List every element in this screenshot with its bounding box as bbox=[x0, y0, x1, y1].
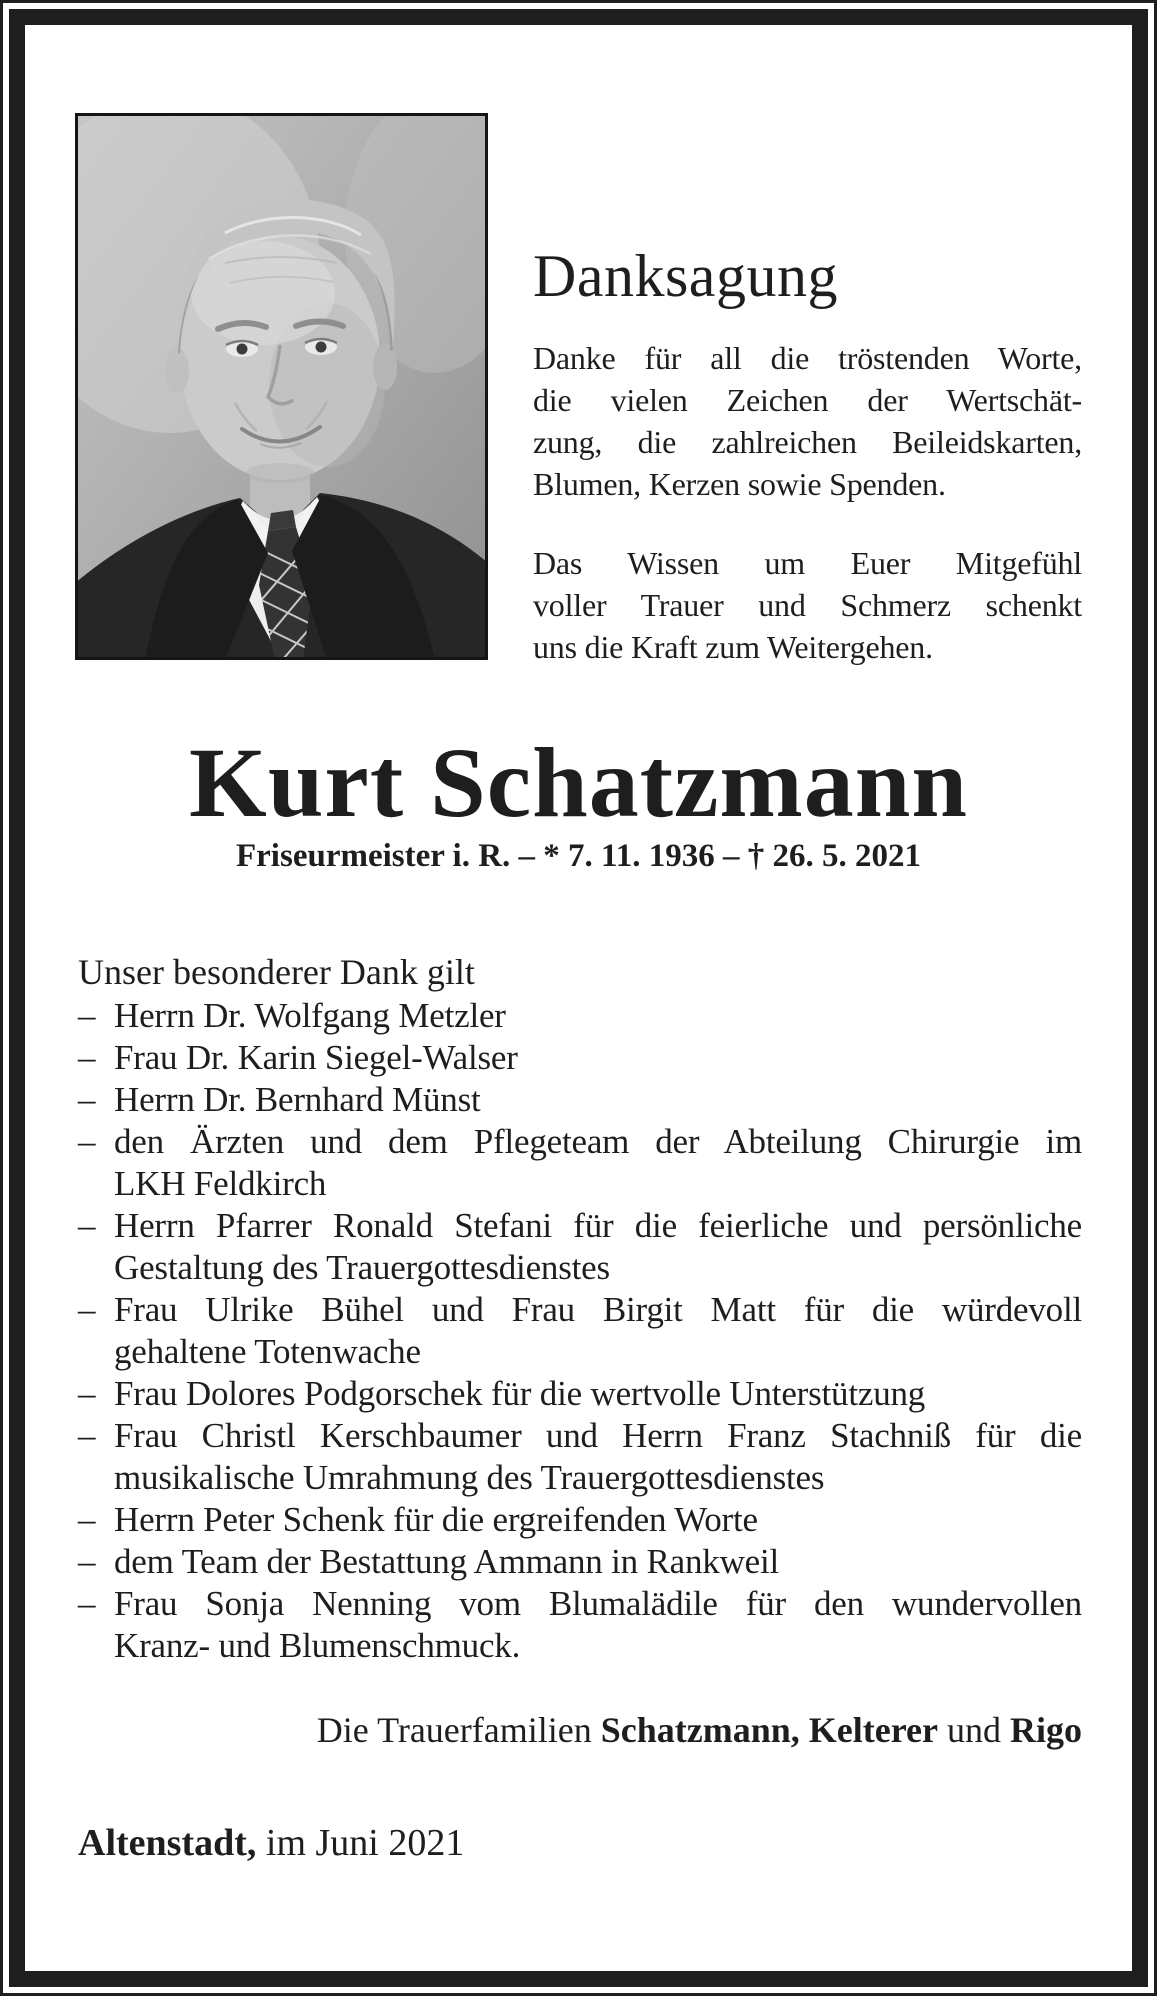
dash-bullet: – bbox=[78, 1206, 96, 1245]
intro-line: Blumen, Kerzen sowie Spenden. bbox=[533, 466, 946, 502]
closing-line bbox=[78, 1709, 1082, 1751]
thanks-item-line: den Ärzten und dem Pflegeteam der Abteilung Chirurgie im bbox=[114, 1122, 1082, 1161]
dash-bullet: – bbox=[78, 996, 96, 1035]
thanks-item-line: Herrn Pfarrer Ronald Stefani für die feierliche und persönliche bbox=[114, 1206, 1082, 1245]
dateline-date: im Juni 2021 bbox=[256, 1822, 465, 1864]
dateline bbox=[78, 1821, 464, 1865]
thanks-item-line: Frau Dr. Karin Siegel-Walser bbox=[114, 1038, 518, 1077]
thanks-item-line: Kranz- und Blumenschmuck. bbox=[114, 1626, 521, 1665]
thanks-item-line: Herrn Dr. Wolfgang Metzler bbox=[114, 996, 506, 1035]
intro-line: zung, die zahlreichen Beileidskarten, bbox=[533, 424, 1082, 460]
intro-line: uns die Kraft zum Weitergehen. bbox=[533, 629, 933, 665]
danksagung-title: Danksagung bbox=[533, 243, 838, 309]
dateline-place: Altenstadt, bbox=[78, 1822, 257, 1864]
thanks-item bbox=[78, 1583, 1082, 1667]
dash-bullet: – bbox=[78, 1374, 96, 1413]
thanks-item bbox=[78, 995, 1082, 1037]
portrait-photo-svg bbox=[75, 113, 488, 660]
dash-bullet: – bbox=[78, 1584, 96, 1623]
thanks-item bbox=[78, 1541, 1082, 1583]
families-names: Schatzmann, Kelterer bbox=[600, 1710, 938, 1750]
thanks-item-line: dem Team der Bestattung Ammann in Rankweil bbox=[114, 1542, 780, 1581]
thanks-item bbox=[78, 1205, 1082, 1289]
thanks-item-line: gehaltene Totenwache bbox=[114, 1332, 421, 1371]
closing-connector: und bbox=[938, 1710, 1010, 1750]
intro-line: voller Trauer und Schmerz schenkt bbox=[533, 587, 1082, 623]
intro-column bbox=[533, 243, 1082, 668]
thanks-item bbox=[78, 1415, 1082, 1499]
thanks-item bbox=[78, 1499, 1082, 1541]
thanks-item-line: musikalische Umrahmung des Trauergottesdienstes bbox=[114, 1458, 825, 1497]
dash-bullet: – bbox=[78, 1542, 96, 1581]
thanks-item-line: Herrn Peter Schenk für die ergreifenden Worte bbox=[114, 1500, 758, 1539]
deceased-name: Kurt Schatzmann bbox=[189, 727, 968, 838]
thanks-item bbox=[78, 1373, 1082, 1415]
dash-bullet: – bbox=[78, 1416, 96, 1455]
intro-line: Danke für all die tröstenden Worte, bbox=[533, 340, 1082, 376]
thanks-item-line: Herrn Dr. Bernhard Münst bbox=[114, 1080, 481, 1119]
border-frame bbox=[9, 9, 1148, 1987]
portrait-photo bbox=[75, 113, 488, 660]
intro-paragraph-1 bbox=[533, 337, 1082, 505]
last-family-name: Rigo bbox=[1010, 1710, 1082, 1750]
closing-prefix: Die Trauerfamilien bbox=[316, 1710, 601, 1750]
thanks-item-line: Frau Dolores Podgorschek für die wertvolle Unterstützung bbox=[114, 1374, 926, 1413]
dash-bullet: – bbox=[78, 1122, 96, 1161]
dash-bullet: – bbox=[78, 1038, 96, 1077]
dash-bullet: – bbox=[78, 1290, 96, 1329]
thanks-item-line: LKH Feldkirch bbox=[114, 1164, 327, 1203]
thanks-item bbox=[78, 1289, 1082, 1373]
dash-bullet: – bbox=[78, 1500, 96, 1539]
intro-line: Das Wissen um Euer Mitgefühl bbox=[533, 545, 1082, 581]
thanks-heading: Unser besonderer Dank gilt bbox=[78, 952, 475, 992]
life-dates: Friseurmeister i. R. – * 7. 11. 1936 – † 26. 5. 2021 bbox=[236, 838, 921, 874]
thanks-list bbox=[78, 995, 1082, 1667]
thanks-item-line: Frau Ulrike Bühel und Frau Birgit Matt für die würdevoll bbox=[114, 1290, 1082, 1329]
thanks-item bbox=[78, 1121, 1082, 1205]
intro-paragraph-2 bbox=[533, 542, 1082, 668]
thanks-item-line: Frau Christl Kerschbaumer und Herrn Franz Stachniß für die bbox=[114, 1416, 1082, 1455]
thanks-item bbox=[78, 1037, 1082, 1079]
thanks-item-line: Gestaltung des Trauergottesdienstes bbox=[114, 1248, 610, 1287]
intro-line: die vielen Zeichen der Wertschät- bbox=[533, 382, 1082, 418]
dash-bullet: – bbox=[78, 1080, 96, 1119]
thanks-item bbox=[78, 1079, 1082, 1121]
thanks-item-line: Frau Sonja Nenning vom Blumalädile für den wundervollen bbox=[114, 1584, 1082, 1623]
